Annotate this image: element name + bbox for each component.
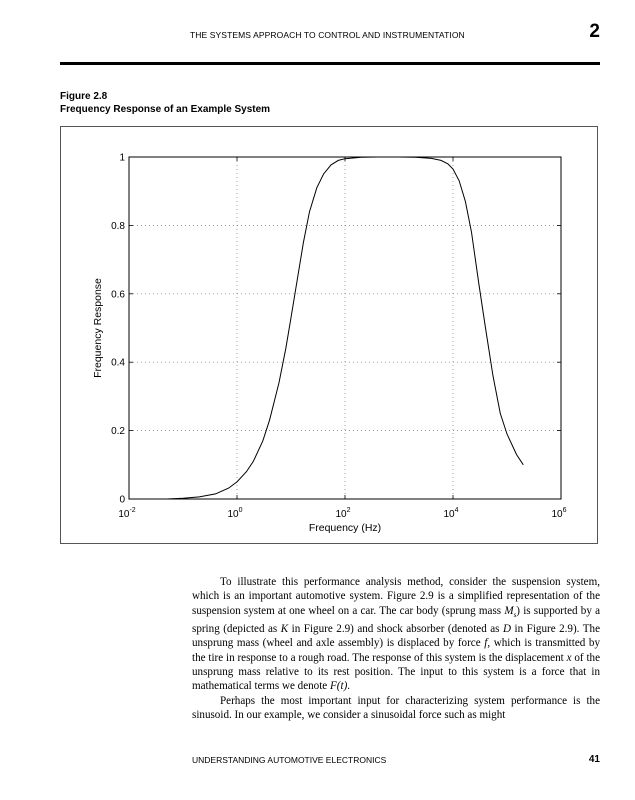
y-tick-label: 1: [119, 152, 125, 164]
body-text: [192, 575, 600, 722]
figure-number: Figure 2.8: [60, 91, 108, 102]
x-tick-label: $10^6$: [551, 507, 567, 520]
y-tick-label: 0.4: [111, 357, 125, 369]
x-axis-label: Frequency (Hz): [308, 522, 382, 534]
paragraph-2: Perhaps the most important input for characterizing system performance is the sinusoid. In our example, we consider a sinusoidal force such as might: [192, 694, 600, 721]
page-number: 41: [588, 754, 600, 765]
plot-area-border: [129, 157, 561, 499]
header-rule: [60, 62, 600, 65]
y-tick-label: 0: [119, 494, 125, 506]
y-tick-label: 0.8: [111, 220, 125, 232]
x-tick-label: $10^0$: [227, 507, 243, 520]
frequency-response-chart: [61, 127, 597, 543]
y-tick-label: 0.2: [111, 426, 125, 438]
figure-label: [60, 91, 270, 116]
book-title: UNDERSTANDING AUTOMOTIVE ELECTRONICS: [192, 755, 387, 765]
figure-caption: Frequency Response of an Example System: [60, 103, 271, 115]
paragraph-1: To illustrate this performance analysis method, consider the suspension system, which is an important automotive system. Figure 2.9 is a simplified representation of the suspension system at one wheel on a car. The car body (sprung mass $M_s$) is supported by a spring (depicted as K in Figure 2.9) and shock absorber (denoted as D in Figure 2.9). The unsprung mass (wheel and axle assembly) is displaced by force f, which is transmitted by the tire in response to a rough road. The response of this system is the displacement x of the unsprung mass relative to its rest position. The input to this system is a force that in mathematical terms we denote F(t).: [192, 576, 601, 693]
running-head: [60, 21, 600, 48]
chapter-number: 2: [589, 21, 600, 42]
footer: [192, 755, 600, 765]
x-tick-label: $10^2$: [335, 507, 351, 520]
running-title: THE SYSTEMS APPROACH TO CONTROL AND INSTRUMENTATION: [190, 30, 465, 40]
x-tick-label: $10^4$: [443, 507, 459, 520]
x-tick-label: $10^{-2}$: [118, 507, 136, 520]
y-tick-label: 0.6: [111, 289, 125, 301]
series-line-frequency-response: [167, 157, 524, 499]
y-axis-label: Frequency Response: [92, 278, 104, 378]
figure-frame: [60, 126, 598, 544]
